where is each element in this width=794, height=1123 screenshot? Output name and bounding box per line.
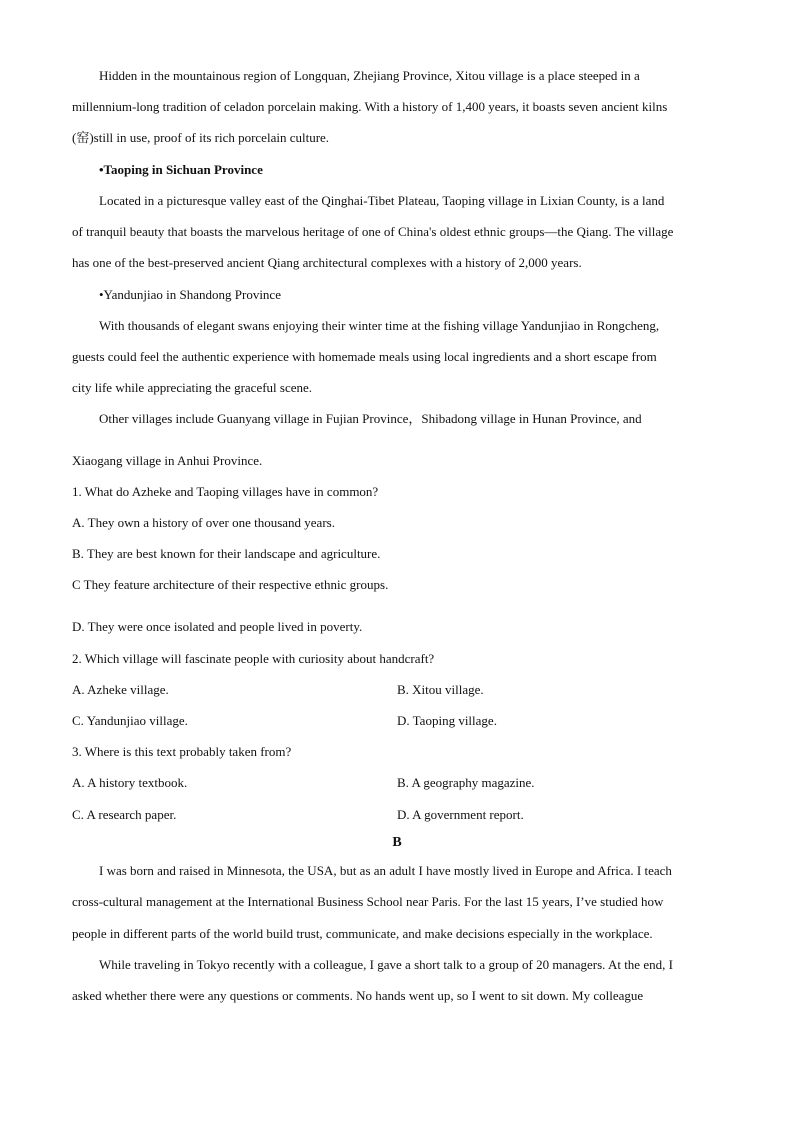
question-2-option-b: B. Xitou village.	[397, 682, 484, 697]
other-villages-line-1: Other villages include Guanyang village in Fujian Province，Shibadong village in Hunan Province, and	[99, 411, 642, 426]
question-1-option-c: C They feature architecture of their respective ethnic groups.	[72, 577, 389, 592]
question-1-stem: 1. What do Azheke and Taoping villages have in common?	[72, 484, 379, 499]
taoping-paragraph-line-3: has one of the best-preserved ancient Qiang architectural complexes with a history of 2,000 years.	[72, 255, 582, 270]
taoping-paragraph-line-2: of tranquil beauty that boasts the marvelous heritage of one of China's oldest ethnic groups—the Qiang. The village	[72, 224, 674, 239]
question-2-option-a: A. Azheke village.	[72, 682, 169, 697]
question-3-option-c: C. A research paper.	[72, 807, 177, 822]
section-b-paragraph-2-line-1: While traveling in Tokyo recently with a colleague, I gave a short talk to a group of 20 managers. At the end, I	[99, 957, 673, 972]
question-1-option-b: B. They are best known for their landscape and agriculture.	[72, 546, 381, 561]
taoping-heading: •Taoping in Sichuan Province	[99, 162, 263, 177]
section-b-paragraph-1-line-3: people in different parts of the world build trust, communicate, and make decisions especially in the workplace.	[72, 926, 653, 941]
other-villages-line-2: Xiaogang village in Anhui Province.	[72, 453, 263, 468]
yandunjiao-paragraph-line-2: guests could feel the authentic experience with homemade meals using local ingredients and a short escape from	[72, 349, 657, 364]
yandunjiao-heading: •Yandunjiao in Shandong Province	[99, 287, 281, 302]
question-3-option-a: A. A history textbook.	[72, 775, 188, 790]
yandunjiao-paragraph-line-1: With thousands of elegant swans enjoying their winter time at the fishing village Yandunjiao in Rongcheng,	[99, 318, 660, 333]
xitou-paragraph-line-2: millennium-long tradition of celadon porcelain making. With a history of 1,400 years, it boasts seven ancient kilns	[72, 99, 668, 114]
question-2-stem: 2. Which village will fascinate people with curiosity about handcraft?	[72, 651, 435, 666]
question-1-option-d: D. They were once isolated and people lived in poverty.	[72, 619, 363, 634]
yandunjiao-paragraph-line-3: city life while appreciating the graceful scene.	[72, 380, 313, 395]
section-b-paragraph-1-line-2: cross-cultural management at the International Business School near Paris. For the last 15 years, I’ve studied how	[72, 894, 664, 909]
question-2-option-c: C. Yandunjiao village.	[72, 713, 188, 728]
question-2-option-d: D. Taoping village.	[397, 713, 497, 728]
question-1-option-a: A. They own a history of over one thousand years.	[72, 515, 335, 530]
question-3-option-d: D. A government report.	[397, 807, 524, 822]
question-3-stem: 3. Where is this text probably taken from?	[72, 744, 292, 759]
xitou-paragraph-line-3: (窑)still in use, proof of its rich porcelain culture.	[72, 130, 330, 145]
xitou-paragraph-line-1: Hidden in the mountainous region of Longquan, Zhejiang Province, Xitou village is a place steeped in a	[99, 68, 640, 83]
taoping-paragraph-line-1: Located in a picturesque valley east of the Qinghai-Tibet Plateau, Taoping village in Lixian County, is a land	[99, 193, 665, 208]
section-b-paragraph-1-line-1: I was born and raised in Minnesota, the USA, but as an adult I have mostly lived in Europe and Africa. I teach	[99, 863, 672, 878]
question-3-option-b: B. A geography magazine.	[397, 775, 535, 790]
section-b-heading: B	[392, 835, 402, 850]
section-b-paragraph-2-line-2: asked whether there were any questions or comments. No hands went up, so I went to sit down. My colleague	[72, 988, 644, 1003]
